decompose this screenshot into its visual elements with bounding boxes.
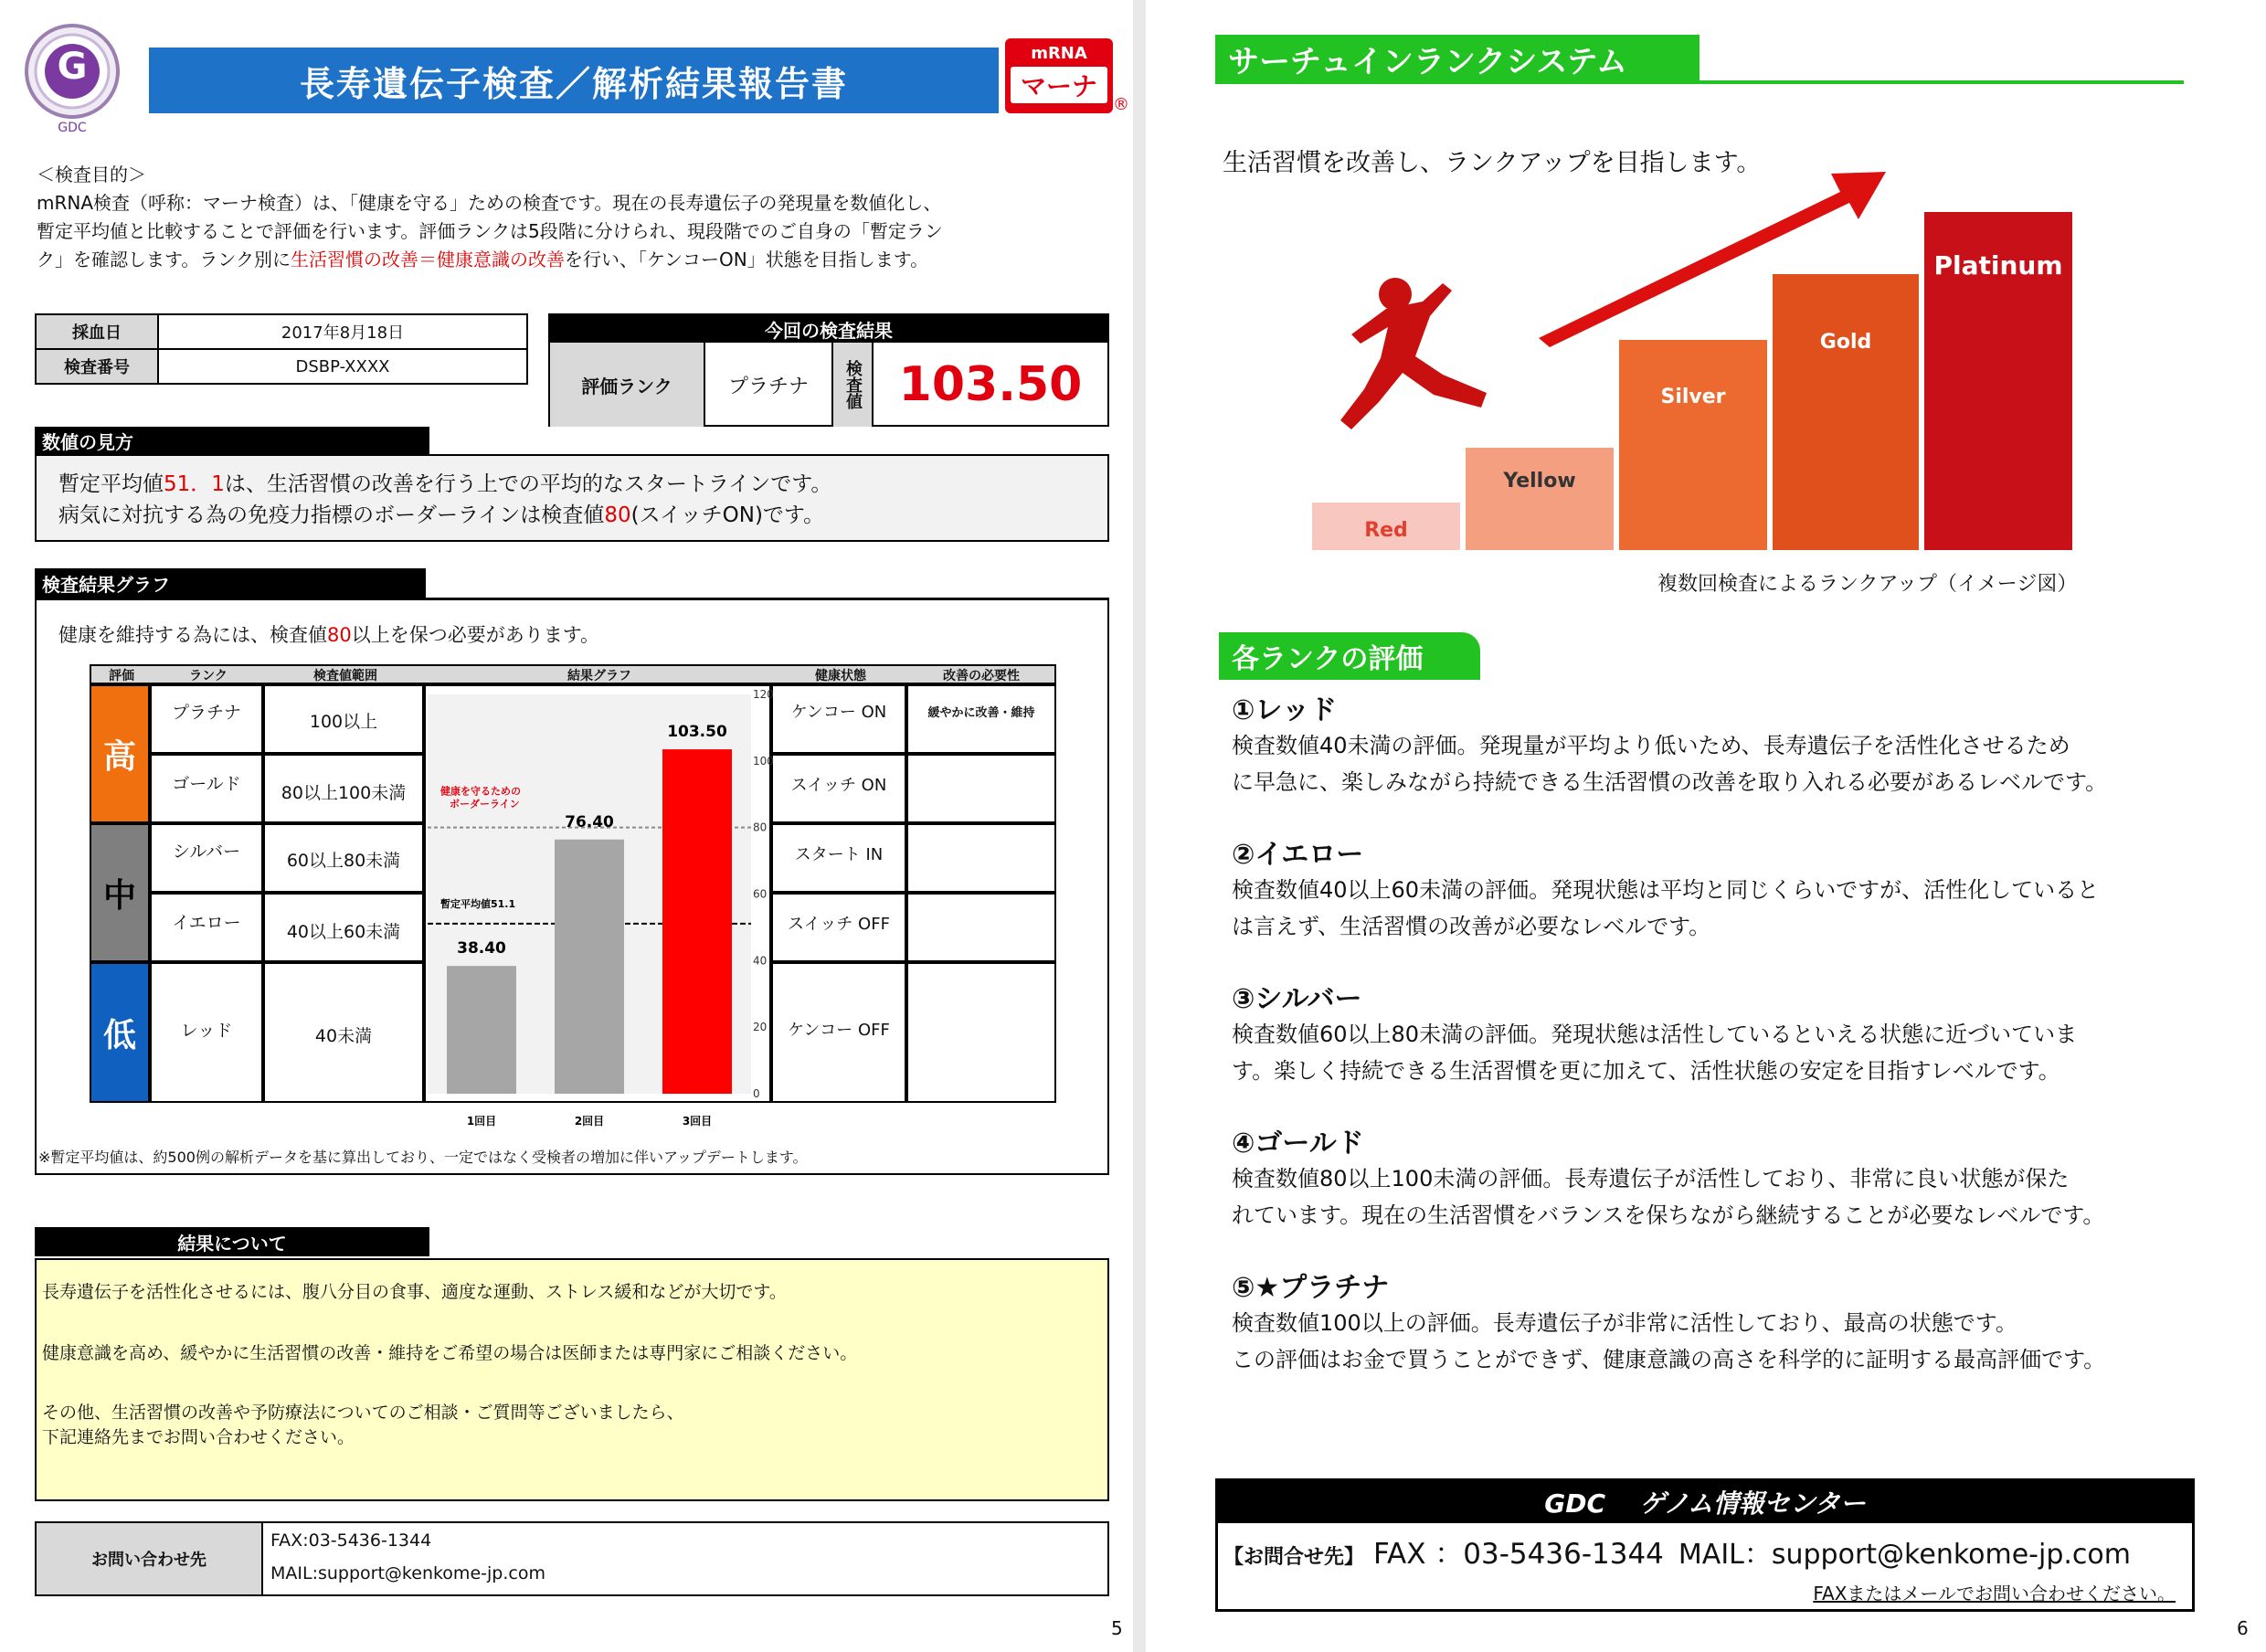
graph-intro-b: 80 — [327, 624, 352, 646]
footer-box — [1215, 1478, 2195, 1612]
rank-section — [1232, 976, 2246, 1089]
section-line: す。楽しく持続できる生活習慣を更に加えて、活性状態の安定を目指すレベルです。 — [1232, 1058, 2060, 1084]
purpose-highlight: 生活習慣の改善＝健康意識の改善 — [291, 249, 565, 270]
badge-top: mRNA — [1031, 44, 1087, 63]
x-category-label: 2回目 — [574, 1115, 605, 1128]
section-title: ①レッド — [1232, 694, 1338, 726]
need-cell — [906, 962, 1056, 1103]
staircase-caption: 複数回検査によるランクアップ（イメージ図） — [1657, 573, 2078, 596]
bar-value-label: 76.40 — [565, 812, 614, 831]
right-title: サーチュインランクシステム — [1215, 35, 1700, 82]
section-line: 検査数値100以上の評価。長寿遺伝子が非常に活性しており、最高の状態です。 — [1232, 1310, 2017, 1336]
purpose-text — [37, 161, 1115, 274]
rank-bar-platinum — [1924, 212, 2072, 550]
section-line: 検査数値40以上60未満の評価。発現状態は平均と同じくらいですが、活性化していると — [1232, 877, 2100, 903]
section-line: は言えず、生活習慣の改善が必要なレベルです。 — [1232, 914, 1711, 939]
section-title: ⑤★プラチナ — [1232, 1272, 1390, 1304]
status-cell: スタート IN — [771, 823, 906, 893]
numbers-header: 数値の見方 — [35, 427, 429, 454]
contact-box — [35, 1521, 1109, 1596]
results-p3a: その他、生活習慣の改善や予防療法についてのご相談・ご質問等ございましたら、 — [42, 1403, 684, 1423]
purpose-line-3c: を行い、「ケンコーON」状態を目指します。 — [565, 249, 929, 270]
col-header-eval: 評価 — [109, 669, 134, 683]
bar — [447, 966, 516, 1094]
border-annotation-1: 健康を守るための — [440, 785, 521, 798]
range-cell: 100以上 — [263, 684, 424, 754]
graph-intro-c: 以上を保つ必要があります。 — [351, 624, 600, 646]
footer-title: GDC ゲノム情報センター — [1218, 1481, 2192, 1523]
id-label: 検査番号 — [36, 349, 158, 384]
rank-section — [1232, 687, 2246, 800]
chart-footnote: ※暫定平均値は、約500例の解析データを基に算出しており、一定ではなく受検者の増加に伴いアップデートします。 — [38, 1149, 808, 1166]
rank-value: プラチナ — [705, 343, 833, 427]
x-category-label: 1回目 — [466, 1115, 497, 1128]
contact-label: お問い合わせ先 — [37, 1523, 263, 1594]
rank-section — [1232, 1120, 2246, 1234]
y-tick-label: 120 — [753, 688, 774, 701]
col-header-graph: 結果グラフ — [567, 669, 631, 683]
footer-contact-label: 【お問合せ先】 — [1223, 1546, 1365, 1569]
rank-cell: レッド — [150, 962, 263, 1103]
section-title: ②イエロー — [1232, 839, 1364, 871]
report-title: 長寿遺伝子検査／解析結果報告書 — [149, 48, 999, 113]
level-high: 高 — [90, 684, 150, 823]
bar-value-label: 38.40 — [457, 939, 506, 958]
y-tick-label: 20 — [753, 1021, 768, 1034]
value-label: 検査値 — [833, 343, 874, 427]
result-header: 今回の検査結果 — [550, 315, 1107, 343]
y-tick-label: 100 — [753, 754, 774, 768]
results-p1: 長寿遺伝子を活性化させるには、腹八分目の食事、適度な運動、ストレス緩和などが大切です。 — [42, 1282, 787, 1302]
bar — [662, 749, 732, 1094]
running-figure-icon — [1324, 274, 1534, 457]
range-cell: 40以上60未満 — [263, 893, 424, 962]
footer-mail: MAIL：support@kenkome-jp.com — [1678, 1539, 2131, 1571]
rank-label: 評価ランク — [550, 343, 705, 427]
numbers-line-1 — [58, 469, 1085, 500]
rank-bar-label: Red — [1364, 519, 1408, 542]
section-title: ③シルバー — [1232, 983, 1362, 1015]
y-tick-label: 80 — [753, 821, 768, 834]
need-cell — [906, 754, 1056, 823]
col-header-range: 検査値範囲 — [313, 669, 377, 683]
rank-bar-gold — [1773, 274, 1919, 550]
date-value: 2017年8月18日 — [158, 314, 527, 349]
bar — [555, 840, 624, 1094]
avg-value: 51．1 — [164, 472, 225, 496]
section-title: ④ゴールド — [1232, 1128, 1364, 1160]
range-cell: 80以上100未満 — [263, 754, 424, 823]
graph-intro-a: 健康を維持する為には、検査値 — [58, 624, 327, 646]
rank-cell: シルバー — [150, 823, 263, 893]
range-cell: 40未満 — [263, 962, 424, 1103]
y-tick-label: 40 — [753, 954, 768, 968]
section-line: 検査数値60以上80未満の評価。発現状態は活性しているといえる状態に近づいていま — [1232, 1022, 2078, 1047]
result-value: 103.50 — [898, 357, 1083, 412]
results-header: 結果について — [35, 1227, 429, 1256]
logo-text: GDC — [58, 121, 87, 135]
title-underline — [1215, 80, 2184, 84]
rank-cell: ゴールド — [150, 754, 263, 823]
rank-bar-label: Platinum — [1933, 250, 2063, 281]
sample-info-table — [35, 313, 528, 385]
border-annotation-2: ボーダーライン — [450, 798, 520, 810]
page-number-right: 6 — [2237, 1617, 2249, 1639]
y-tick-label: 60 — [753, 887, 768, 901]
status-cell: ケンコー ON — [771, 684, 906, 754]
rank-cell: イエロー — [150, 893, 263, 962]
results-box — [35, 1258, 1109, 1501]
contact-mail: MAIL:support@kenkome-jp.com — [270, 1563, 545, 1583]
status-cell: スイッチ ON — [771, 754, 906, 823]
purpose-line-3a: ク」を確認します。ランク別に — [37, 249, 291, 270]
section-line: この評価はお金で買うことができず、健康意識の高さを科学的に証明する最高評価です。 — [1232, 1347, 2106, 1372]
rank-bar-yellow — [1466, 448, 1614, 550]
rank-cell: プラチナ — [150, 684, 263, 754]
numbers-line-2 — [58, 500, 1085, 531]
section-line: 検査数値40未満の評価。発現量が平均より低いため、長寿遺伝子を活性化させるため — [1232, 733, 2070, 758]
average-annotation: 暫定平均値51.1 — [440, 897, 516, 910]
border-value: 80 — [604, 503, 631, 527]
section-line: 検査数値80以上100未満の評価。長寿遺伝子が活性しており、非常に良い状態が保た — [1232, 1166, 2070, 1191]
rank-bar-label: Gold — [1819, 331, 1872, 354]
need-cell: 緩やかに改善・維持 — [906, 684, 1056, 754]
rank-bar-label: Silver — [1660, 386, 1726, 408]
level-low: 低 — [90, 962, 150, 1103]
x-category-label: 3回目 — [682, 1115, 713, 1128]
status-cell: スイッチ OFF — [771, 893, 906, 962]
purpose-heading: ＜検査目的＞ — [37, 164, 146, 185]
footer-fax: FAX ：03-5436-1344 — [1373, 1538, 1664, 1571]
results-p2: 健康意識を高め、緩やかに生活習慣の改善・維持をご希望の場合は医師または専門家にご相談ください。 — [42, 1343, 858, 1363]
date-label: 採血日 — [36, 314, 158, 349]
graph-intro — [58, 620, 599, 648]
result-box — [548, 313, 1109, 427]
rank-section — [1232, 831, 2246, 945]
purpose-line-3 — [37, 246, 1115, 274]
footer-note: FAXまたはメールでお問い合わせください。 — [1813, 1583, 2176, 1604]
status-cell: ケンコー OFF — [771, 962, 906, 1103]
results-p3b: 下記連絡先までお問い合わせください。 — [42, 1427, 355, 1447]
need-cell — [906, 823, 1056, 893]
y-tick-label: 0 — [753, 1087, 760, 1100]
numbers-box — [35, 454, 1109, 542]
contact-fax: FAX:03-5436-1344 — [270, 1530, 432, 1551]
section-line: に早急に、楽しみながら持続できる生活習慣の改善を取り入れる必要があるレベルです。 — [1232, 769, 2108, 795]
rank-bar-red — [1312, 503, 1460, 550]
bar-value-label: 103.50 — [667, 723, 727, 742]
col-header-rank: ランク — [189, 669, 228, 683]
result-bar-chart — [428, 678, 786, 1135]
right-subtitle: 生活習慣を改善し、ランクアップを目指します。 — [1223, 149, 1762, 177]
eval-header: 各ランクの評価 — [1219, 632, 1480, 680]
need-cell — [906, 893, 1056, 962]
id-value: DSBP-XXXX — [158, 349, 527, 384]
rank-section — [1232, 1265, 2246, 1378]
logo-letter: G — [57, 46, 88, 88]
page-number-left: 5 — [1111, 1617, 1123, 1639]
rank-bar-label: Yellow — [1503, 470, 1576, 492]
badge-registered: ® — [1113, 95, 1129, 114]
range-cell: 60以上80未満 — [263, 823, 424, 893]
footer-contact-row — [1218, 1523, 2192, 1572]
gdc-logo — [22, 18, 122, 137]
right-page — [1146, 0, 2266, 1652]
badge-bottom: マーナ — [1011, 67, 1107, 103]
graph-header: 検査結果グラフ — [35, 568, 426, 598]
col-header-need: 改善の必要性 — [943, 669, 1020, 683]
level-mid: 中 — [90, 823, 150, 962]
numbers-l1a: 暫定平均値 — [58, 472, 164, 496]
mrna-badge — [1005, 38, 1113, 113]
numbers-l2c: (スイッチON)です。 — [630, 503, 825, 527]
col-header-status: 健康状態 — [815, 669, 866, 683]
purpose-line-1: mRNA検査（呼称：マーナ検査）は、「健康を守る」ための検査です。現在の長寿遺伝子の発現量を数値化し、 — [37, 192, 942, 214]
page-divider — [1133, 0, 1146, 1652]
numbers-l2a: 病気に対抗する為の免疫力指標のボーダーラインは検査値 — [58, 503, 605, 527]
rank-bar-silver — [1619, 340, 1767, 550]
numbers-l1c: は、生活習慣の改善を行う上での平均的なスタートラインです。 — [224, 472, 832, 496]
section-line: れています。現在の生活習慣をバランスを保ちながら継続することが必要なレベルです。 — [1232, 1202, 2105, 1228]
purpose-line-2: 暫定平均値と比較することで評価を行います。評価ランクは5段階に分けられ、現段階でのご自身の「暫定ラン — [37, 220, 943, 242]
